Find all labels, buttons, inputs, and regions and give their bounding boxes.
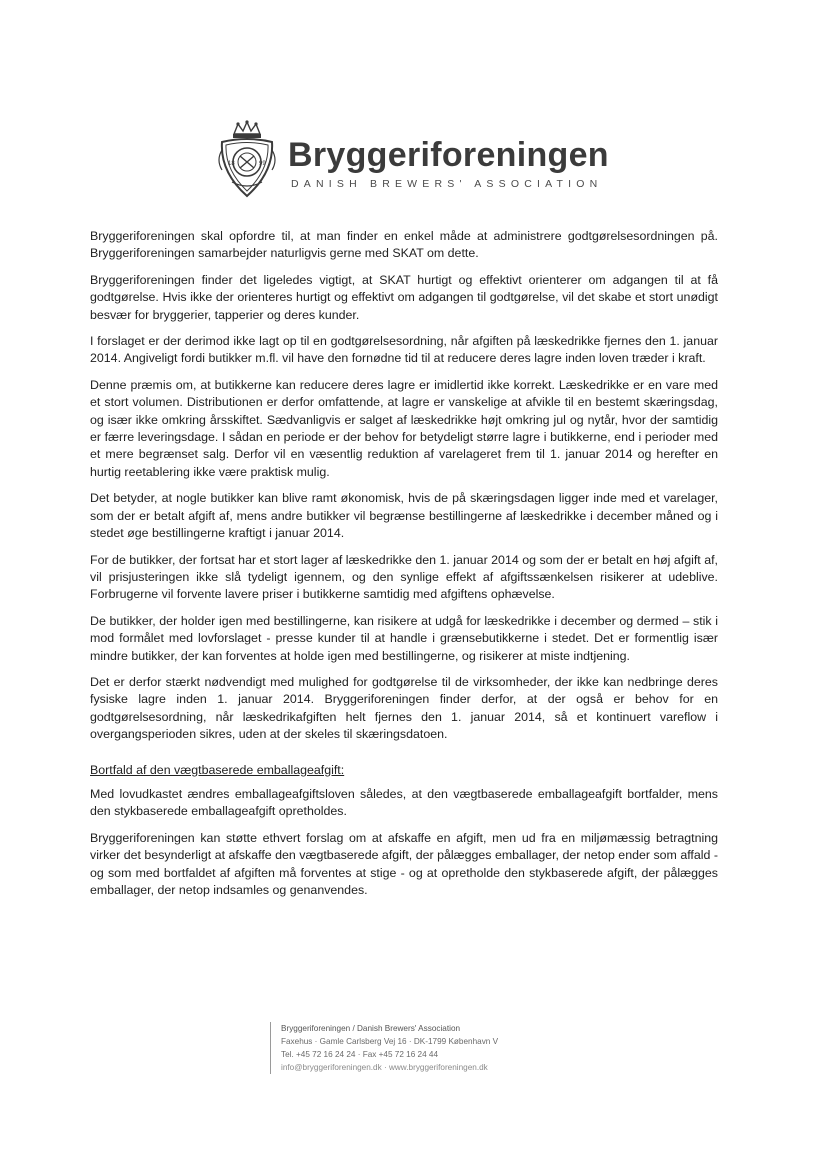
emblem-year-left: 18	[228, 161, 235, 167]
footer-address: Faxehus · Gamle Carlsberg Vej 16 · DK-1799 København V	[281, 1037, 499, 1046]
body-paragraph: Denne præmis om, at butikkerne kan reducere deres lagre er imidlertid ikke korrekt. Læskedrikke er en vare med et stort volumen. Distributionen er derfor omfattende, at lagre er vanskelige at afvikle til en bestemt skæringsdag, og især ikke omkring årsskiftet. Sædvanligvis er salget af læskedrikke højt omkring jul og nytår, hvor der samtidig er færre leveringsdage. I sådan en periode er der behov for betydeligt større lagre i butikkerne, end i perioder med et mere begrænset salg. Derfor vil en væsentlig reduktion af varelageret frem til 1. januar 2014 og herefter en hurtig reetablering ikke være praktisk mulig.	[90, 377, 718, 479]
footer-email-web[interactable]: info@bryggeriforeningen.dk · www.bryggeriforeningen.dk	[281, 1063, 488, 1072]
crest-emblem-icon	[214, 120, 280, 200]
footer-divider	[270, 1022, 271, 1074]
body-paragraph: Bryggeriforeningen finder det ligeledes vigtigt, at SKAT hurtigt og effektivt orienterer om adgangen til at få godtgørelse. Hvis ikke der orienteres hurtigt og effektivt om adgangen til godtgørelse, vil det skabe et stort unødigt besvær for bryggerier, tapperier og deres kunder.	[90, 272, 718, 322]
organization-tagline: DANISH BREWERS' ASSOCIATION	[291, 178, 603, 190]
body-paragraph: I forslaget er der derimod ikke lagt op til en godtgørelsesordning, når afgiften på læskedrikke fjernes den 1. januar 2014. Angiveligt fordi butikker m.fl. vil have den fornødne tid til at reducere deres lagre inden loven træder i kraft.	[90, 334, 718, 366]
body-paragraph: Bryggeriforeningen skal opfordre til, at man finder en enkel måde at administrere godtgørelsesordningen på. Bryggeriforeningen samarbejder naturligvis gerne med SKAT om dette.	[90, 229, 718, 261]
section-paragraph: Bryggeriforeningen kan støtte ethvert forslag om at afskaffe en afgift, men ud fra en miljømæssig betragtning virker det besynderligt at afskaffe den vægtbaserede afgift, der pålægges emballager, der netop ender som affald - og som med bortfaldet af afgiften må forventes at stige - og at opretholde den stykbaserede afgift, der pålægges emballager, der netop indsamles og genanvendes.	[90, 830, 718, 897]
body-paragraph: For de butikker, der fortsat har et stort lager af læskedrikke den 1. januar 2014 og som der er betalt en høj afgift af, vil prisjusteringen ikke slå tydeligt igennem, og den synlige effekt af afgiftssænkelsen risikerer at udeblive. Forbrugerne vil forvente lavere priser i butikkerne samtidig med afgiftens ophævelse.	[90, 552, 718, 602]
section-heading: Bortfald af den vægtbaserede emballageafgift:	[90, 762, 345, 777]
body-paragraph: Det betyder, at nogle butikker kan blive ramt økonomisk, hvis de på skæringsdagen ligger inde med et varelager, som der er betalt afgift af, mens andre butikker vil begrænse bestillingerne af læskedrikke i december måned og i stedet øge bestillingerne kraftigt i januar 2014.	[90, 491, 718, 541]
body-paragraph: De butikker, der holder igen med bestillingerne, kan risikere at udgå for læskedrikke i december og dermed – stik i mod formålet med lovforslaget - presse kunder til at handle i grænsebutikkerne i stedet. Det er formentlig især mindre butikker, der kan forventes at holde igen med bestillingerne, og risikerer at miste indtjening.	[90, 613, 718, 663]
body-paragraph: Det er derfor stærkt nødvendigt med mulighed for godtgørelse til de virksomheder, der ikke kan nedbringe deres fysiske lagre inden 1. januar 2014. Bryggeriforeningen finder derfor, at der også er behov for en godtgørelsesordning, når læskedrikafgiften helt fjernes den 1. januar 2014, så et kontinuert vareflow i overgangsperioden sikres, uden at der skeles til skæringsdatoen.	[90, 674, 718, 742]
footer-organization: Bryggeriforeningen / Danish Brewers' Association	[281, 1024, 461, 1033]
footer-contact	[281, 1022, 601, 1074]
emblem-year-right: 99	[259, 161, 266, 167]
letter-body	[90, 228, 718, 908]
footer-phone-fax: Tel. +45 72 16 24 24 · Fax +45 72 16 24 44	[281, 1050, 439, 1059]
organization-logo-name: Bryggeriforeningen	[288, 136, 609, 174]
section-paragraph: Med lovudkastet ændres emballageafgiftsloven således, at den vægtbaserede emballageafgift bortfalder, mens den stykbaserede emballageafgift opretholdes.	[90, 786, 718, 819]
